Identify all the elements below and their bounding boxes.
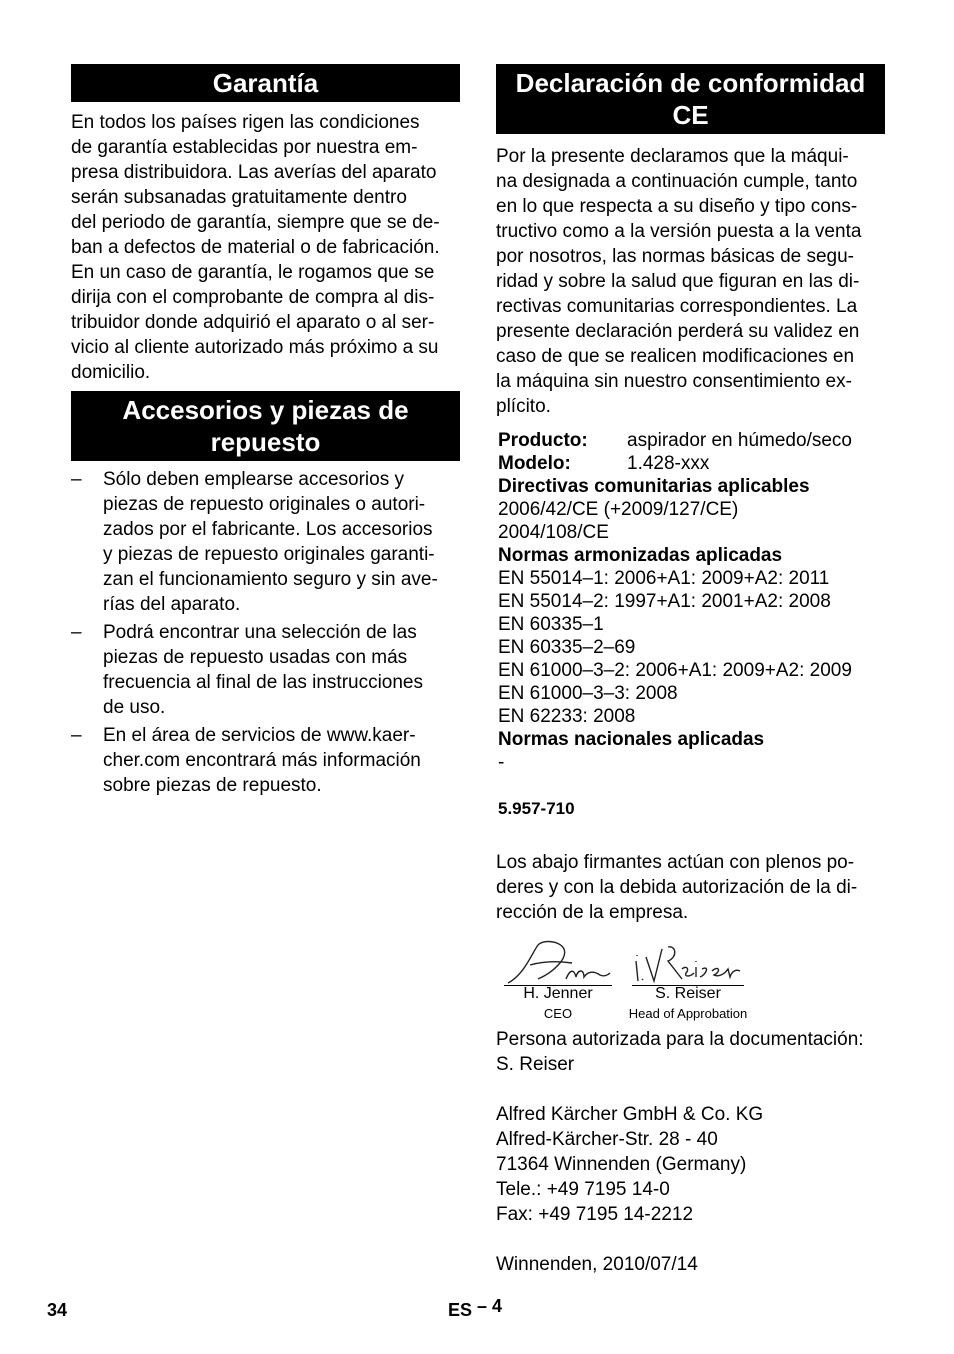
list-item bbox=[71, 467, 460, 617]
signature-jenner-image bbox=[504, 939, 612, 987]
national-heading: Normas nacionales aplicadas bbox=[498, 729, 765, 750]
left-column bbox=[71, 64, 460, 801]
dash-bullet: – bbox=[71, 469, 82, 490]
national-value: - bbox=[498, 752, 505, 773]
language-code: ES bbox=[448, 1300, 473, 1320]
model-row bbox=[498, 452, 885, 475]
standard-item: EN 55014–2: 1997+A1: 2001+A2: 2008 bbox=[498, 591, 831, 612]
standard-item: EN 61000–3–2: 2006+A1: 2009+A2: 2009 bbox=[498, 660, 852, 681]
signature-block bbox=[496, 939, 885, 1027]
signer-role: CEO bbox=[543, 1006, 573, 1021]
product-value: aspirador en húmedo/seco bbox=[627, 430, 852, 451]
dash-bullet: – bbox=[71, 725, 82, 746]
section-number: – 4 bbox=[477, 1296, 503, 1316]
signature-reiser-image bbox=[632, 939, 744, 987]
declaration-heading: Declaración de conformidad CE bbox=[496, 64, 885, 134]
signer-role: Head of Approbation bbox=[628, 1006, 748, 1021]
product-spec bbox=[496, 429, 885, 820]
right-column bbox=[496, 64, 885, 1277]
place-date: Winnenden, 2010/07/14 bbox=[496, 1254, 698, 1275]
product-row bbox=[498, 429, 885, 452]
list-item-text: Podrá encontrar una selección de las piezas de repuesto usadas con más frecuencia al final de las instrucciones de uso. bbox=[103, 622, 424, 718]
company-address: Alfred Kärcher GmbH & Co. KG Alfred-Kärcher-Str. 28 - 40 71364 Winnenden (Germany) Tele.: +49 7195 14-0 Fax: +49 7195 14-2212 bbox=[496, 1104, 764, 1225]
authorized-person: Persona autorizada para la documentación: S. Reiser bbox=[496, 1029, 864, 1075]
accessories-list bbox=[71, 467, 460, 798]
standard-item: EN 62233: 2008 bbox=[498, 706, 636, 727]
signer-name: S. Reiser bbox=[655, 985, 721, 1002]
warranty-text: En todos los países rigen las condiciones de garantía establecidas por nuestra em- presa distribuidora. Las averías del aparato serán subsanadas gratuitamente dentro del periodo de garantía, siempre que se de- ban a defectos de material o de fabricación. En un caso de garantía, le rogamos que se dirija con el comprobante de compra al dis- tribuidor donde adquirió el aparato o al ser- vicio al cliente autorizado más próximo a su domicilio. bbox=[71, 112, 440, 383]
standard-item: EN 60335–1 bbox=[498, 614, 604, 635]
directives-heading: Directivas comunitarias aplicables bbox=[498, 476, 810, 497]
dash-bullet: – bbox=[71, 622, 82, 643]
model-value: 1.428-xxx bbox=[627, 453, 710, 474]
model-label: Modelo: bbox=[498, 453, 571, 474]
page-number: 34 bbox=[47, 1300, 68, 1320]
directive-item: 2004/108/CE bbox=[498, 522, 609, 543]
list-item-text: En el área de servicios de www.kaer- cher.com encontrará más información sobre piezas de repuesto. bbox=[103, 725, 421, 796]
warranty-heading: Garantía bbox=[71, 64, 460, 102]
signatories-text: Los abajo firmantes actúan con plenos po- deres y con la debida autorización de la di- rección de la empresa. bbox=[496, 852, 858, 923]
standard-item: EN 55014–1: 2006+A1: 2009+A2: 2011 bbox=[498, 568, 830, 589]
directive-item: 2006/42/CE (+2009/127/CE) bbox=[498, 499, 739, 520]
harmonized-heading: Normas armonizadas aplicadas bbox=[498, 545, 783, 566]
list-item-text: Sólo deben emplearse accesorios y piezas de repuesto originales o autori- zados por el fabricante. Los accesorios y piezas de repuesto originales garanti- zan el funcionamiento seguro y sin ave- rías del aparato. bbox=[103, 469, 438, 615]
list-item bbox=[71, 620, 460, 720]
standard-item: EN 60335–2–69 bbox=[498, 637, 636, 658]
product-label: Producto: bbox=[498, 430, 588, 451]
accessories-heading: Accesorios y piezas de repuesto bbox=[71, 391, 460, 461]
list-item bbox=[71, 723, 460, 798]
standard-item: EN 61000–3–3: 2008 bbox=[498, 683, 678, 704]
document-number: 5.957-710 bbox=[498, 799, 575, 818]
declaration-intro: Por la presente declaramos que la máqui- na designada a continuación cumple, tanto en lo que respecta a su diseño y tipo cons- tructivo como a la versión puesta a la venta por nosotros, las normas básicas de segu- ridad y sobre la salud que figuran en las di- rectivas comunitarias correspondientes. La presente declaración perderá su validez en caso de que se realicen modificaciones en la máquina sin nuestro consentimiento ex- plícito. bbox=[496, 146, 862, 417]
signer-name: H. Jenner bbox=[523, 985, 593, 1002]
language-section-label bbox=[448, 1296, 503, 1321]
